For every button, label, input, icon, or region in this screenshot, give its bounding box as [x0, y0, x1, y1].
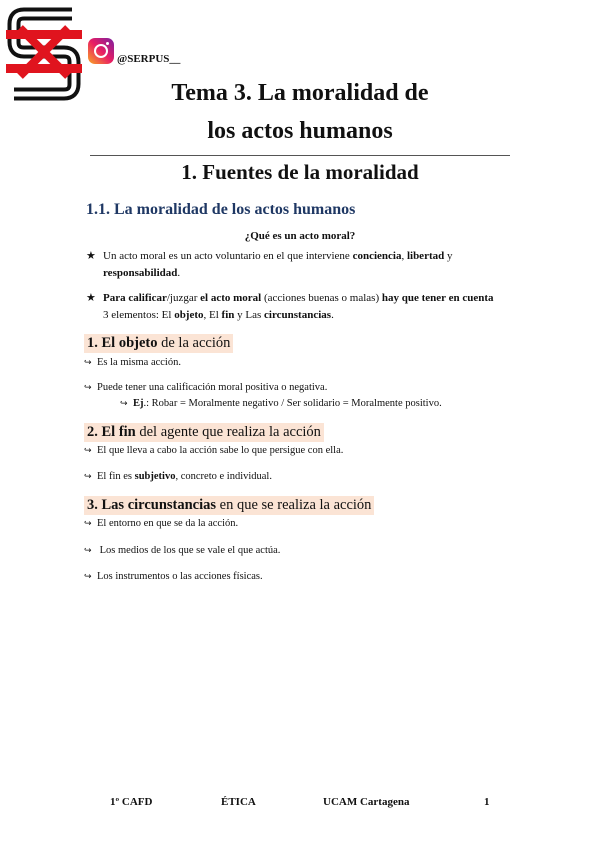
list-item: [84, 517, 238, 531]
footer-subject: ÉTICA: [221, 796, 256, 808]
bold-text: el acto moral: [200, 292, 262, 304]
text: del agente que realiza la acción: [135, 424, 321, 440]
text: Puede tener una calificación moral positiva o negativa.: [97, 382, 328, 393]
arrow-icon: ↪: [84, 383, 92, 393]
text: El entorno en que se da la acción.: [97, 518, 239, 529]
text: de la acción: [157, 335, 231, 351]
text: .: [177, 267, 181, 279]
section-objeto-heading: [84, 334, 233, 353]
subsection-heading: 1.1. La moralidad de los actos humanos: [86, 201, 356, 218]
bold-text: subjetivo: [134, 471, 176, 482]
star-icon: ★: [86, 250, 96, 262]
arrow-icon: ↪: [84, 358, 92, 368]
bold-text: libertad: [406, 250, 445, 262]
bullet-acto-moral: [86, 248, 496, 282]
list-item: [84, 470, 272, 484]
footer-course: 1º CAFD: [110, 796, 153, 808]
list-item: [84, 570, 263, 584]
text: y Las: [234, 309, 265, 321]
bold-text: objeto: [174, 309, 204, 321]
bullet-calificar: [86, 290, 496, 324]
question-heading: ¿Qué es un acto moral?: [244, 230, 356, 242]
arrow-icon: ↪: [84, 572, 92, 582]
text: (acciones buenas o malas): [261, 292, 382, 304]
text: , concreto e individual.: [175, 471, 272, 482]
bold-text: circunstancias: [264, 309, 332, 321]
title-line-1: Tema 3. La moralidad de: [171, 80, 429, 106]
text: en que se realiza la acción: [216, 497, 372, 513]
arrow-icon: ↪: [84, 546, 92, 556]
footer-institution: UCAM Cartagena: [323, 796, 410, 808]
title-line-2: los actos humanos: [207, 118, 393, 144]
arrow-icon: ↪: [84, 472, 92, 482]
page-title: [0, 74, 600, 150]
text: Es la misma acción.: [97, 357, 181, 368]
bold-text: 1. El objeto: [87, 335, 158, 351]
text: .: [331, 309, 334, 321]
list-item: [84, 381, 327, 395]
bold-text: 2. El fin: [87, 424, 136, 440]
bold-text: fin: [221, 309, 235, 321]
text: ,: [401, 250, 407, 262]
arrow-icon: ↪: [84, 519, 92, 529]
instagram-icon: [88, 38, 114, 64]
section-circunstancias-heading: [84, 496, 374, 515]
arrow-icon: ↪: [120, 399, 128, 409]
text: 3 elementos: El: [103, 309, 175, 321]
bold-text: 3. Las circunstancias: [87, 497, 217, 513]
text: y: [444, 250, 453, 262]
text: Un acto moral es un acto voluntario en el que interviene: [103, 250, 353, 262]
social-handle: @SERPUS__: [117, 53, 181, 65]
list-item: [84, 544, 280, 558]
bold-text: hay que tener en cuenta: [381, 292, 494, 304]
text: , El: [203, 309, 222, 321]
star-icon: ★: [86, 292, 96, 304]
title-divider: [90, 155, 510, 156]
text: .: Robar = Moralmente negativo / Ser solidario = Moralmente positivo.: [143, 398, 442, 409]
section-heading: 1. Fuentes de la moralidad: [181, 160, 419, 184]
bold-text: conciencia: [352, 250, 402, 262]
list-item: [84, 444, 343, 458]
text: Los medios de los que se vale el que actúa.: [97, 545, 281, 556]
bold-text: Para calificar: [103, 292, 167, 304]
list-item-example: [120, 397, 442, 411]
arrow-icon: ↪: [84, 446, 92, 456]
text: Los instrumentos o las acciones físicas.: [97, 571, 263, 582]
bold-text: Ej: [133, 398, 144, 409]
list-item: [84, 356, 181, 370]
section-fin-heading: [84, 423, 324, 442]
page-number: 1: [484, 796, 490, 808]
text: El que lleva a cabo la acción sabe lo que persigue con ella.: [97, 445, 344, 456]
bold-text: responsabilidad: [103, 267, 178, 279]
text: /juzgar: [166, 292, 201, 304]
text: El fin es: [97, 471, 135, 482]
